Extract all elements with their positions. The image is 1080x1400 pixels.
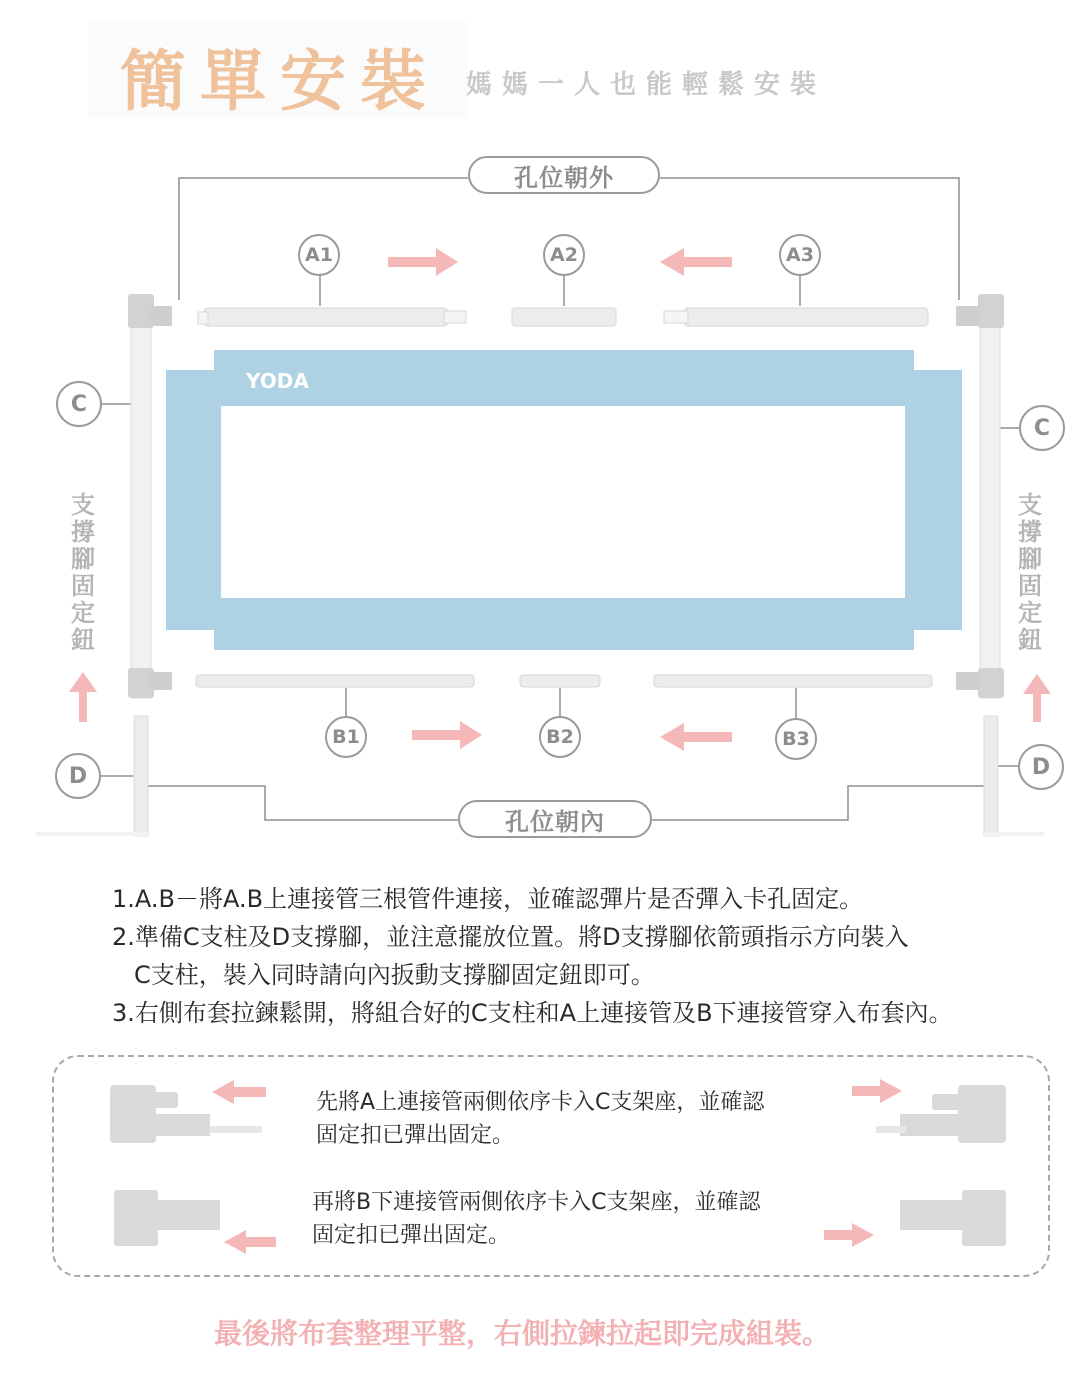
tube-a2 bbox=[512, 308, 616, 326]
arrow-left-detail-bottom bbox=[224, 1230, 276, 1254]
brand-logo bbox=[245, 369, 309, 393]
final-instruction: 最後將布套整理平整，右側拉鍊拉起即完成組裝。 bbox=[214, 1317, 831, 1350]
leader-line-bottom-right bbox=[652, 786, 984, 820]
instruction-step-3: 3.右側布套拉鍊鬆開，將組合好的C支柱和A上連接管及B下連接管穿入布套內。 bbox=[112, 999, 953, 1027]
arrow-up-left bbox=[69, 672, 97, 722]
part-label-d-right: D bbox=[1018, 744, 1064, 790]
instruction-list bbox=[112, 880, 1042, 1032]
detail-text-bottom-line-1: 再將B下連接管兩側依序卡入C支架座，並確認 bbox=[312, 1190, 761, 1215]
arrow-right-detail-top bbox=[852, 1079, 902, 1103]
support-button-label-left: 支 撐 腳 固 定 鈕 bbox=[71, 491, 95, 654]
support-button-label-right: 支 撐 腳 固 定 鈕 bbox=[1018, 491, 1042, 654]
svg-text:YODA: YODA bbox=[246, 369, 309, 393]
hole-outward-label: 孔位朝外 bbox=[468, 156, 660, 194]
tube-b2 bbox=[520, 675, 600, 687]
instruction-step-2-line-1: 2.準備C支柱及D支撐腳，並注意擺放位置。將D支撐腳依箭頭指示方向裝入 bbox=[112, 923, 909, 951]
arrow-right-top bbox=[388, 248, 458, 276]
detail-text-bottom-line-2: 固定扣已彈出固定。 bbox=[312, 1223, 511, 1248]
part-label-a1: A1 bbox=[298, 234, 340, 276]
part-label-d-left: D bbox=[55, 753, 101, 799]
part-label-a3: A3 bbox=[779, 234, 821, 276]
arrow-left-bottom bbox=[660, 723, 732, 751]
pole-c-left bbox=[128, 294, 172, 698]
detail-text-top-line-1: 先將A上連接管兩側依序卡入C支架座，並確認 bbox=[316, 1090, 765, 1115]
page-title: 簡單安裝 bbox=[120, 43, 440, 120]
tube-a1 bbox=[198, 308, 466, 326]
instruction-step-2-line-2: C支柱，裝入同時請向內扳動支撐腳固定鈕即可。 bbox=[134, 961, 655, 989]
leader-line-bottom-left bbox=[148, 786, 458, 820]
part-label-c-left: C bbox=[56, 381, 102, 427]
arrow-right-detail-bottom bbox=[824, 1223, 874, 1247]
arrow-right-bottom bbox=[412, 721, 482, 749]
pole-c-right bbox=[956, 294, 1004, 698]
bracket-bottom-right bbox=[900, 1190, 1006, 1246]
detail-text-top-line-2: 固定扣已彈出固定。 bbox=[316, 1123, 515, 1148]
fabric-panel bbox=[166, 350, 962, 650]
detail-text-top bbox=[316, 1086, 816, 1152]
page-subtitle: 媽媽一人也能輕鬆安裝 bbox=[466, 70, 827, 100]
arrow-left-top bbox=[660, 248, 732, 276]
part-label-b1: B1 bbox=[325, 716, 367, 758]
detail-text-bottom bbox=[312, 1186, 812, 1252]
hole-inward-label: 孔位朝內 bbox=[458, 800, 652, 838]
part-label-b3: B3 bbox=[775, 718, 817, 760]
part-label-c-right: C bbox=[1019, 405, 1065, 451]
tube-b3 bbox=[654, 675, 932, 687]
arrow-up-right bbox=[1023, 674, 1051, 722]
instruction-step-1: 1.A.B－將A.B上連接管三根管件連接，並確認彈片是否彈入卡孔固定。 bbox=[112, 885, 864, 913]
arrow-left-detail-top bbox=[212, 1080, 266, 1104]
tube-a3 bbox=[664, 308, 928, 326]
bracket-bottom-left bbox=[114, 1190, 220, 1246]
part-label-b2: B2 bbox=[539, 716, 581, 758]
tube-b1 bbox=[196, 675, 474, 687]
part-label-a2: A2 bbox=[543, 234, 585, 276]
